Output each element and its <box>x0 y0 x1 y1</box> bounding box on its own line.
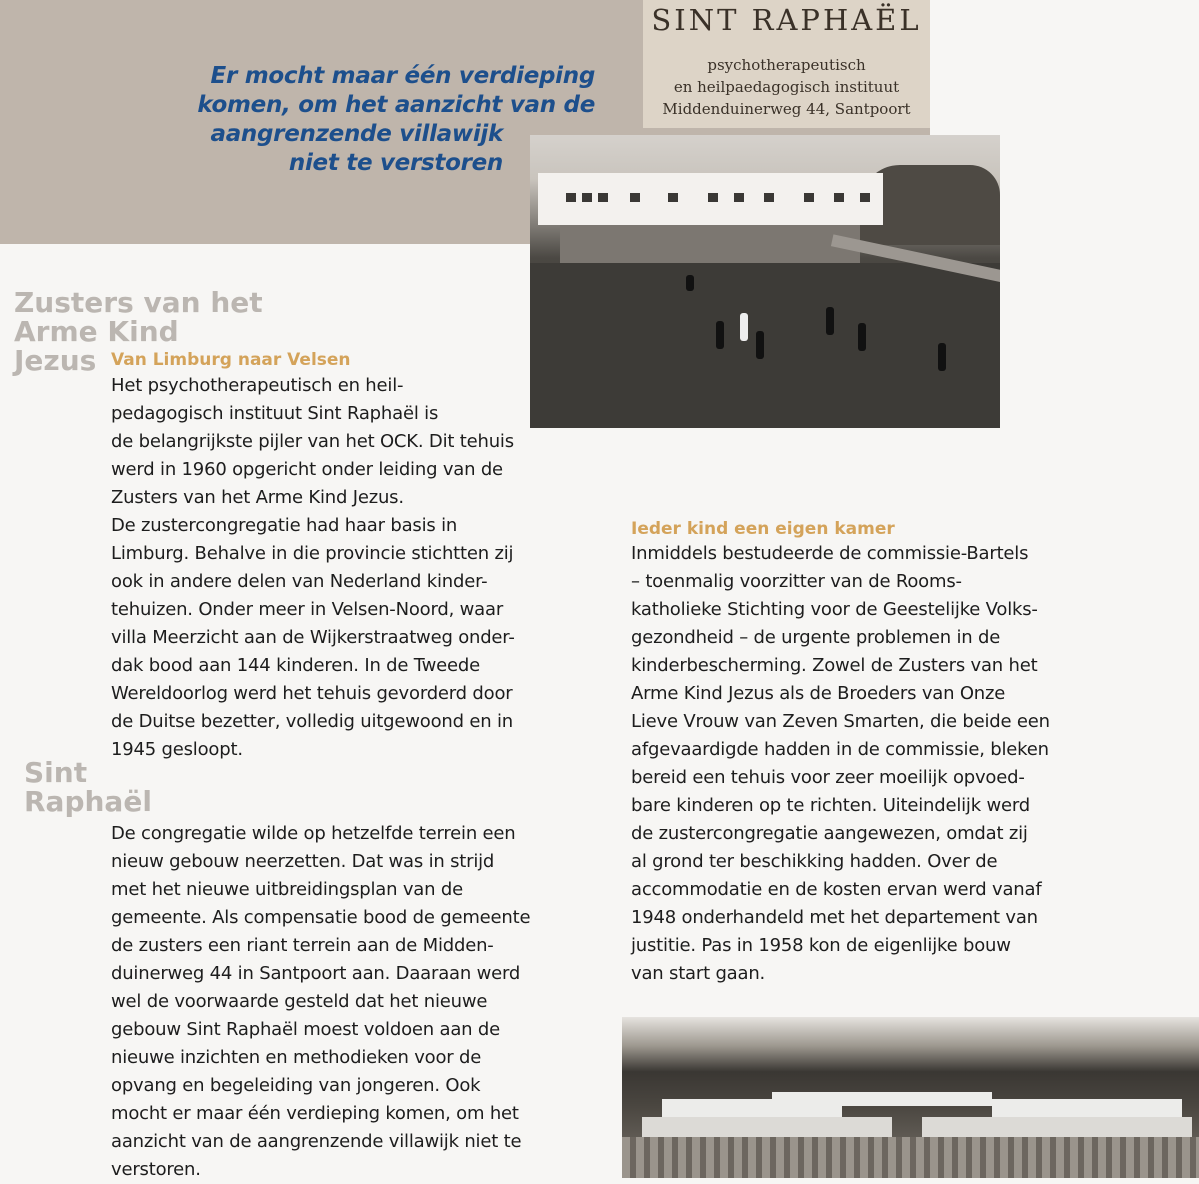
photo-child <box>716 321 724 349</box>
text-line: verstoren. <box>111 1159 201 1180</box>
photo-building-row <box>922 1117 1192 1139</box>
text-line: gebouw Sint Raphaël moest voldoen aan de <box>111 1019 500 1040</box>
pull-quote-line: aangrenzende villawijk <box>210 121 503 147</box>
text-line: mocht er maar één verdieping komen, om het <box>111 1103 519 1124</box>
section1-body <box>111 372 515 764</box>
text-line: aanzicht van de aangrenzende villawijk niet te <box>111 1131 522 1152</box>
letterhead-line: en heilpaedagogisch instituut <box>673 78 900 96</box>
text-line: ook in andere delen van Nederland kinder- <box>111 571 488 592</box>
photo-building-row <box>642 1117 892 1139</box>
photo-child <box>938 343 946 371</box>
text-line: kinderbescherming. Zowel de Zusters van het <box>631 655 1038 676</box>
text-line: dak bood aan 144 kinderen. In de Tweede <box>111 655 480 676</box>
text-line: bare kinderen op te richten. Uiteindelijk werd <box>631 795 1030 816</box>
text-line: Het psychotherapeutisch en heil- <box>111 375 404 396</box>
text-line: De zustercongregatie had haar basis in <box>111 515 458 536</box>
photo-child <box>686 275 694 291</box>
pull-quote-line: niet te verstoren <box>288 150 503 176</box>
photo-nun <box>740 313 748 341</box>
pull-quote-line: komen, om het aanzicht van de <box>197 92 595 118</box>
text-line: Limburg. Behalve in die provincie stichtten zij <box>111 543 514 564</box>
text-line: de zusters een riant terrein aan de Midden- <box>111 935 494 956</box>
section2-body <box>111 820 530 1184</box>
text-line: villa Meerzicht aan de Wijkerstraatweg onder- <box>111 627 515 648</box>
text-line: nieuw gebouw neerzetten. Dat was in strijd <box>111 851 495 872</box>
text-line: tehuizen. Onder meer in Velsen-Noord, waar <box>111 599 504 620</box>
text-line: accommodatie en de kosten ervan werd vanaf <box>631 879 1042 900</box>
text-line: de zustercongregatie aangewezen, omdat zij <box>631 823 1028 844</box>
text-line: de Duitse bezetter, volledig uitgewoond en in <box>111 711 513 732</box>
text-line: gezondheid – de urgente problemen in de <box>631 627 1001 648</box>
photo-building-upper-floor <box>538 173 883 225</box>
pull-quote <box>150 62 595 178</box>
photo-rooftops <box>622 1137 1199 1178</box>
text-line: Arme Kind Jezus als de Broeders van Onze <box>631 683 1006 704</box>
text-line: katholieke Stichting voor de Geestelijke Volks- <box>631 599 1038 620</box>
photo-building-row <box>992 1099 1182 1117</box>
text-line: – toenmalig voorzitter van de Rooms- <box>631 571 962 592</box>
text-line: nieuwe inzichten en methodieken voor de <box>111 1047 482 1068</box>
text-line: gemeente. Als compensatie bood de gemeente <box>111 907 531 928</box>
heading-line: Zusters van het <box>14 286 263 319</box>
text-line: al grond ter beschikking hadden. Over de <box>631 851 998 872</box>
text-line: de belangrijkste pijler van het OCK. Dit tehuis <box>111 431 514 452</box>
photo-child <box>756 331 764 359</box>
text-line: pedagogisch instituut Sint Raphaël is <box>111 403 439 424</box>
text-line: Lieve Vrouw van Zeven Smarten, die beide een <box>631 711 1050 732</box>
text-line: Inmiddels bestudeerde de commissie-Bartels <box>631 543 1029 564</box>
photo-building-row <box>772 1092 992 1106</box>
letterhead-image <box>643 0 930 128</box>
text-line: met het nieuwe uitbreidingsplan van de <box>111 879 463 900</box>
text-line: bereid een tehuis voor zeer moeilijk opvoed- <box>631 767 1025 788</box>
heading-line: Raphaël <box>24 785 152 818</box>
subheading-ieder-kind: Ieder kind een eigen kamer <box>631 519 895 539</box>
text-line: van start gaan. <box>631 963 766 984</box>
text-line: justitie. Pas in 1958 kon de eigenlijke bouw <box>631 935 1011 956</box>
building-photo <box>530 135 1000 428</box>
pull-quote-line: Er mocht maar één verdieping <box>210 63 595 89</box>
text-line: Wereldoorlog werd het tehuis gevorderd door <box>111 683 513 704</box>
text-line: wel de voorwaarde gesteld dat het nieuwe <box>111 991 488 1012</box>
subheading-van-limburg: Van Limburg naar Velsen <box>111 350 351 370</box>
section-heading-sint-raphael <box>24 758 152 816</box>
text-line: duinerweg 44 in Santpoort aan. Daaraan werd <box>111 963 521 984</box>
text-line: opvang en begeleiding van jongeren. Ook <box>111 1075 481 1096</box>
letterhead-line: Middenduinerweg 44, Santpoort <box>662 100 911 118</box>
photo-building-ground-floor <box>560 225 860 263</box>
photo-child <box>826 307 834 335</box>
text-line: De congregatie wilde op hetzelfde terrein een <box>111 823 516 844</box>
section3-body <box>631 540 1050 988</box>
complex-photo <box>622 1017 1199 1178</box>
text-line: werd in 1960 opgericht onder leiding van de <box>111 459 503 480</box>
photo-lawn <box>530 263 1000 428</box>
letterhead-title: SINT RAPHAËL <box>651 3 922 37</box>
text-line: 1948 onderhandeld met het departement van <box>631 907 1038 928</box>
text-line: afgevaardigde hadden in de commissie, bleken <box>631 739 1049 760</box>
heading-line: Arme Kind <box>14 315 179 348</box>
photo-child <box>858 323 866 351</box>
text-line: Zusters van het Arme Kind Jezus. <box>111 487 404 508</box>
heading-line: Jezus <box>14 344 97 377</box>
text-line: 1945 gesloopt. <box>111 739 243 760</box>
letterhead-line: psychotherapeutisch <box>707 56 866 74</box>
heading-line: Sint <box>24 756 88 789</box>
